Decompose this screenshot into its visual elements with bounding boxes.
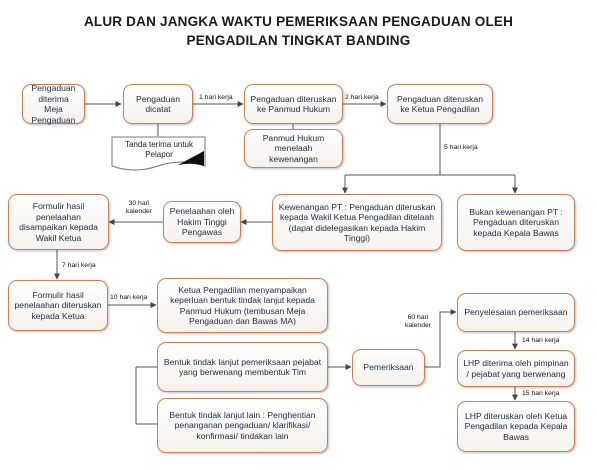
box-pengaduan-diterima: Pengaduan diterima Meja Pengaduan — [22, 84, 85, 124]
box-bentuk-lain: Bentuk tindak lanjut lain : Penghentian penanganan pengaduan/ klarifikasi/ konfirmasi/ tindakan lain — [157, 398, 328, 453]
label-7-hari-kerja: 7 hari kerja — [62, 262, 96, 269]
box-formulir-ketua: Formulir hasil penelaahan diteruskan kepada Ketua — [8, 280, 108, 331]
box-lhp-diterima: LHP diterima oleh pimpinan / pejabat yang berwenang — [457, 350, 575, 387]
box-panmud-menelaah: Panmud Hukum menelaah kewenangan — [244, 129, 343, 168]
label-1-hari-kerja: 1 hari kerja — [199, 94, 233, 101]
label-15-hari-kerja: 15 hari kerja — [522, 390, 560, 397]
box-diteruskan-panmud: Pengaduan diteruskan ke Panmud Hukum — [244, 84, 343, 124]
document-label: Tanda terima untuk Pelapor — [124, 140, 194, 159]
label-30-hari-kalender: 30 hari kalender — [125, 200, 153, 215]
box-formulir-wakil: Formulir hasil penelaahan disampaikan kepada Wakil Ketua — [8, 194, 109, 250]
label-60-hari-kalender: 60 hari kalender — [404, 314, 432, 329]
label-5-hari-kerja: 5 hari kerja — [444, 144, 478, 151]
label-14-hari-kerja: 14 hari kerja — [522, 337, 560, 344]
box-kewenangan-pt: Kewenangan PT : Pengaduan diteruskan kepada Wakil Ketua Pengadilan ditelaah (dapat didelegasikan kepada Hakim Tinggi) — [272, 194, 442, 251]
box-lhp-diteruskan: LHP diteruskan oleh Ketua Pengadilan kepada Kepala Bawas — [457, 401, 575, 452]
title-line-1: ALUR DAN JANGKA WAKTU PEMERIKSAAN PENGADUAN OLEH — [83, 14, 514, 29]
box-bukan-kewenangan: Bukan kewenangan PT : Pengaduan diteruskan kepada Kepala Bawas — [457, 194, 575, 251]
box-bentuk-pemeriksaan: Bentuk tindak lanjut pemeriksaan pejabat yang berwenang membentuk Tim — [157, 342, 328, 392]
label-2-hari-kerja: 2 hari kerja — [345, 94, 379, 101]
title-line-2: PENGADILAN TINGKAT BANDING — [186, 33, 411, 48]
box-penyelesaian: Penyelesaian pemeriksaan — [457, 293, 575, 332]
box-ketua-menyampaikan: Ketua Pengadilan menyampaikan keperluan bentuk tindak lanjut kepada Panmud Hukum (tembusan Meja Pengaduan dan Bawas MA) — [157, 278, 328, 333]
box-pemeriksaan: Pemeriksaan — [352, 349, 425, 386]
box-pengaduan-dicatat: Pengaduan dicatat — [123, 84, 193, 124]
label-10-hari-kerja: 10 hari kerja — [110, 294, 148, 301]
box-diteruskan-ketua: Pengaduan diteruskan ke Ketua Pengadilan — [387, 84, 493, 124]
box-penelaahan-hakim: Penelaahan oleh Hakim Tinggi Pengawas — [163, 201, 241, 243]
